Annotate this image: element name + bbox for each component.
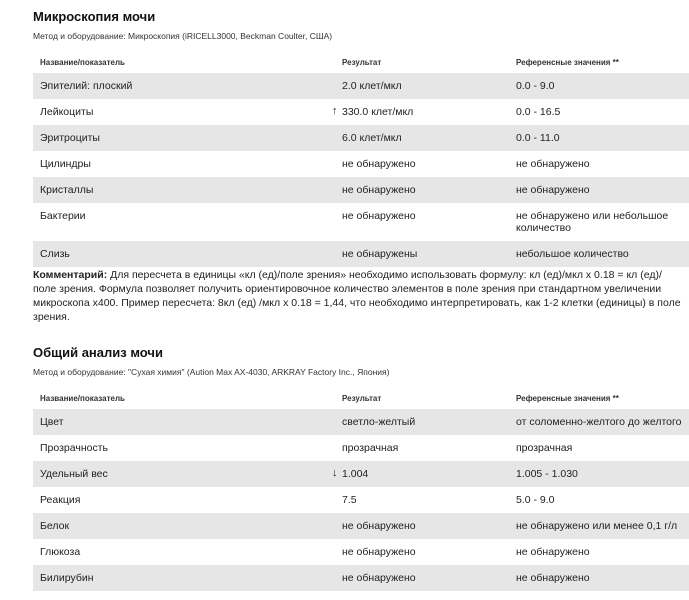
row-name: Слизь — [40, 248, 70, 260]
row-reference: прозрачная — [516, 442, 573, 454]
arrow-down-icon: ↓ — [332, 467, 338, 479]
row-result: не обнаружены — [342, 248, 418, 260]
row-name: Реакция — [40, 494, 81, 506]
row-name: Белок — [40, 520, 70, 532]
row-result-cell — [333, 99, 507, 125]
row-name: Лейкоциты — [40, 106, 94, 118]
row-reference: небольшое количество — [516, 248, 629, 260]
section-title: Микроскопия мочи — [33, 9, 156, 24]
row-result: 6.0 клет/мкл — [342, 132, 402, 144]
microscopy-section — [33, 9, 689, 267]
row-reference: не обнаружено — [516, 546, 590, 558]
table-row — [33, 73, 689, 99]
row-result-cell — [333, 125, 507, 151]
arrow-up-icon: ↑ — [332, 105, 338, 117]
row-reference: 1.005 - 1.030 — [516, 468, 578, 480]
row-result: не обнаружено — [342, 184, 416, 196]
table-row — [33, 409, 689, 435]
row-result: не обнаружено — [342, 158, 416, 170]
method-line: Метод и оборудование: "Сухая химия" (Aution Max AX-4030, ARKRAY Factory Inc., Япония) — [33, 367, 390, 377]
comment-label: Комментарий: — [33, 269, 108, 281]
row-reference: не обнаружено или менее 0,1 г/л — [516, 520, 678, 532]
table-row — [33, 125, 689, 151]
row-reference: от соломенно-желтого до желтого — [516, 416, 682, 428]
row-result-cell — [333, 409, 507, 435]
header-result: Результат — [342, 393, 382, 403]
table-header — [33, 51, 689, 73]
row-result-cell — [333, 565, 507, 591]
row-result-cell — [333, 177, 507, 203]
table-row — [33, 565, 689, 591]
results-table — [33, 387, 689, 591]
row-result-cell — [333, 435, 507, 461]
general-analysis-section — [33, 345, 689, 591]
row-result: 330.0 клет/мкл — [342, 106, 414, 118]
header-result: Результат — [342, 57, 382, 67]
row-name: Удельный вес — [40, 468, 108, 480]
row-name: Глюкоза — [40, 546, 81, 558]
row-name: Эритроциты — [40, 132, 100, 144]
results-table — [33, 51, 689, 267]
header-reference: Референсные значения ** — [516, 393, 619, 403]
row-result: не обнаружено — [342, 572, 416, 584]
row-result: не обнаружено — [342, 546, 416, 558]
row-result: не обнаружено — [342, 520, 416, 532]
row-reference: 5.0 - 9.0 — [516, 494, 555, 506]
table-row — [33, 435, 689, 461]
row-name: Цилиндры — [40, 158, 91, 170]
row-result: 7.5 — [342, 494, 357, 506]
header-name: Название/показатель — [40, 57, 125, 67]
row-result-cell — [333, 539, 507, 565]
row-result-cell — [333, 487, 507, 513]
table-row — [33, 539, 689, 565]
row-result: 1.004 — [342, 468, 369, 480]
row-result: прозрачная — [342, 442, 399, 454]
table-row — [33, 487, 689, 513]
row-result: светло-желтый — [342, 416, 416, 428]
header-name: Название/показатель — [40, 393, 125, 403]
row-result-cell — [333, 203, 507, 241]
row-reference: не обнаружено — [516, 572, 590, 584]
method-line: Метод и оборудование: Микроскопия (iRICELL3000, Beckman Coulter, США) — [33, 31, 333, 41]
table-row — [33, 151, 689, 177]
row-reference: 0.0 - 16.5 — [516, 106, 561, 118]
row-name: Бактерии — [40, 210, 86, 222]
row-name: Цвет — [40, 416, 64, 428]
row-result: 2.0 клет/мкл — [342, 80, 402, 92]
section-title: Общий анализ мочи — [33, 345, 163, 360]
table-row — [33, 461, 689, 487]
row-reference: 0.0 - 9.0 — [516, 80, 555, 92]
table-header — [33, 387, 689, 409]
row-result-cell — [333, 461, 507, 487]
table-row — [33, 99, 689, 125]
table-row — [33, 177, 689, 203]
row-reference: не обнаружено или небольшое количество — [516, 210, 669, 234]
row-name: Прозрачность — [40, 442, 109, 454]
row-name: Эпителий: плоский — [40, 80, 133, 92]
table-row — [33, 203, 689, 241]
comment-block — [33, 268, 683, 324]
row-reference: не обнаружено — [516, 184, 590, 196]
row-reference: 0.0 - 11.0 — [516, 132, 560, 144]
row-name: Билирубин — [40, 572, 94, 584]
row-result-cell — [333, 73, 507, 99]
row-result-cell — [333, 151, 507, 177]
row-result: не обнаружено — [342, 210, 416, 222]
row-result-cell — [333, 513, 507, 539]
table-row — [33, 513, 689, 539]
row-name: Кристаллы — [40, 184, 94, 196]
row-reference: не обнаружено — [516, 158, 590, 170]
row-result-cell — [333, 241, 507, 267]
header-reference: Референсные значения ** — [516, 57, 619, 67]
table-row — [33, 241, 689, 267]
comment-text: Для пересчета в единицы «кл (ед)/поле зрения» необходимо использовать формулу: кл (ед)/мкл x 0.18 = кл (ед)/поле зрения. Формула позволяет получить ориентировочное количество элементов в поле зрения при стандартном увеличении микроскопа х400. Пример пересчета: 8кл (ед) /мкл x 0.18 = 1,44, что необходимо интерпретировать, как 1-2 клетки (единицы) в поле зрения. — [33, 269, 681, 323]
